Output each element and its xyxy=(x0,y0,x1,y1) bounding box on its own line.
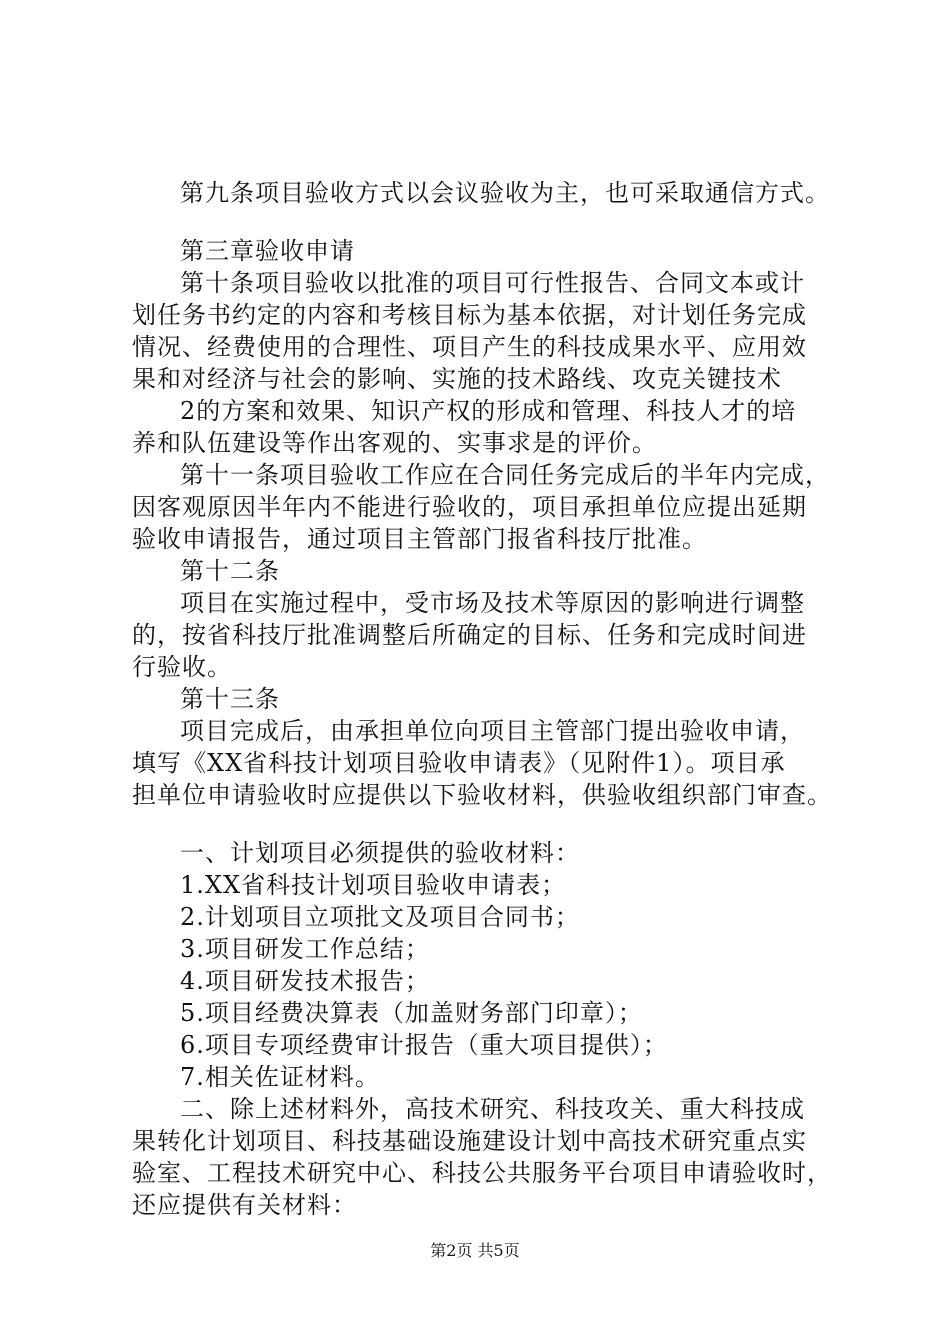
text-line: 还应提供有关材料： xyxy=(132,1191,357,1219)
text-line: 项目在实施过程中，受市场及技术等原因的影响进行调整 xyxy=(180,589,805,617)
list-item: 2.计划项目立项批文及项目合同书； xyxy=(180,903,580,931)
list-heading: 一、计划项目必须提供的验收材料： xyxy=(180,839,580,867)
article-heading: 第十三条 xyxy=(180,685,280,713)
chapter-heading: 第三章验收申请 xyxy=(180,237,355,265)
text-line: 果转化计划项目、科技基础设施建设计划中高技术研究重点实 xyxy=(132,1127,807,1155)
text-line: 第十条项目验收以批准的项目可行性报告、合同文本或计 xyxy=(180,269,805,297)
text-line: 果和对经济与社会的影响、实施的技术路线、攻克关键技术 xyxy=(132,365,782,393)
list-item: 4.项目研发技术报告； xyxy=(180,967,430,995)
text-line: 情况、经费使用的合理性、项目产生的科技成果水平、应用效 xyxy=(132,333,807,361)
text-line: 担单位申请验收时应提供以下验收材料，供验收组织部门审查。 xyxy=(132,781,832,809)
text-line: 二、除上述材料外，高技术研究、科技攻关、重大科技成 xyxy=(180,1095,805,1123)
text-line: 填写《XX省科技计划项目验收申请表》（见附件1）。项目承 xyxy=(132,749,786,777)
text-line: 行验收。 xyxy=(132,653,232,681)
text-line: 第十一条项目验收工作应在合同任务完成后的半年内完成， xyxy=(180,461,830,489)
text-line: 养和队伍建设等作出客观的、实事求是的评价。 xyxy=(132,429,657,457)
text-line: 第九条项目验收方式以会议验收为主，也可采取通信方式。 xyxy=(180,179,830,207)
text-line: 项目完成后，由承担单位向项目主管部门提出验收申请， xyxy=(180,717,805,745)
text-line: 的，按省科技厅批准调整后所确定的目标、任务和完成时间进 xyxy=(132,621,807,649)
text-line: 划任务书约定的内容和考核目标为基本依据，对计划任务完成 xyxy=(132,301,807,329)
text-line: 验室、工程技术研究中心、科技公共服务平台项目申请验收时， xyxy=(132,1159,832,1187)
list-item: 6.项目专项经费审计报告（重大项目提供）； xyxy=(180,1031,668,1059)
text-line: 因客观原因半年内不能进行验收的，项目承担单位应提出延期 xyxy=(132,493,807,521)
list-item: 3.项目研发工作总结； xyxy=(180,935,430,963)
text-line: 2的方案和效果、知识产权的形成和管理、科技人才的培 xyxy=(180,397,797,425)
list-item: 7.相关佐证材料。 xyxy=(180,1063,380,1091)
list-item: 5.项目经费决算表（加盖财务部门印章）； xyxy=(180,999,643,1027)
list-item: 1.XX省科技计划项目验收申请表； xyxy=(180,871,567,899)
article-heading: 第十二条 xyxy=(180,557,280,585)
text-line: 验收申请报告，通过项目主管部门报省科技厅批准。 xyxy=(132,525,707,553)
page-number-footer: 第2页 共5页 xyxy=(430,1241,520,1260)
